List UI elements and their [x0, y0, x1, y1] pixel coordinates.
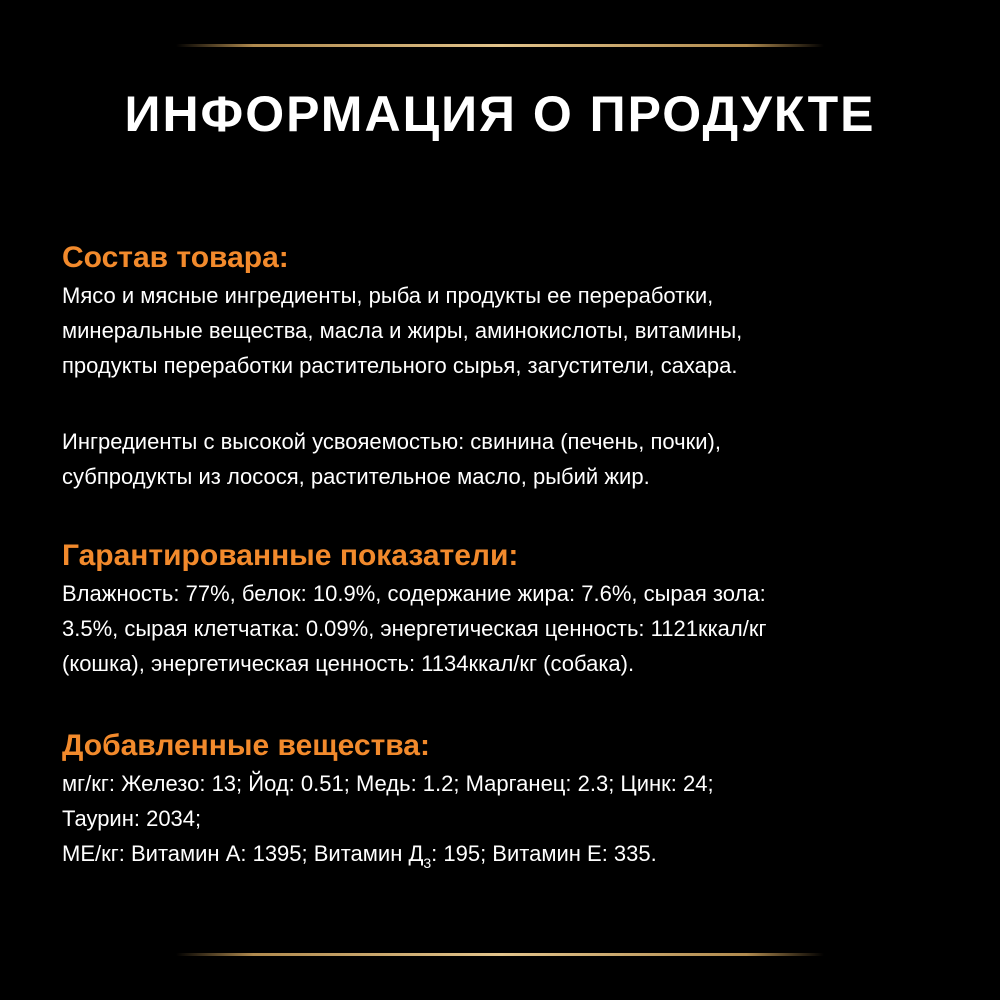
- guaranteed-line: Влажность: 77%, белок: 10.9%, содержание жира: 7.6%, сырая зола:: [62, 581, 766, 606]
- composition-text: [62, 278, 942, 383]
- ingredients-line: Ингредиенты с высокой усвояемостью: свинина (печень, почки),: [62, 429, 721, 454]
- composition-line: минеральные вещества, масла и жиры, аминокислоты, витамины,: [62, 318, 743, 343]
- ingredients-line: субпродукты из лосося, растительное масло, рыбий жир.: [62, 464, 650, 489]
- composition-heading: Состав товара:: [62, 241, 289, 274]
- top-gold-divider: [176, 44, 824, 47]
- vitamin-d-subscript: 3: [423, 855, 432, 871]
- guaranteed-text: [62, 576, 942, 681]
- composition-line: Мясо и мясные ингредиенты, рыба и продукты ее переработки,: [62, 283, 714, 308]
- composition-section: [62, 238, 942, 383]
- additives-text: [62, 766, 942, 874]
- bottom-gold-divider: [176, 953, 824, 956]
- composition-line: продукты переработки растительного сырья, загустители, сахара.: [62, 353, 738, 378]
- additives-section: [62, 726, 942, 874]
- guaranteed-line: 3.5%, сырая клетчатка: 0.09%, энергетическая ценность: 1121ккал/кг: [62, 616, 767, 641]
- page-title: ИНФОРМАЦИЯ О ПРОДУКТЕ: [124, 86, 876, 142]
- guaranteed-heading: Гарантированные показатели:: [62, 539, 519, 572]
- additives-line: Таурин: 2034;: [62, 806, 202, 831]
- ingredients-section: [62, 424, 942, 494]
- additives-line3-start: МЕ/кг: Витамин А: 1395; Витамин Д: [62, 841, 424, 866]
- guaranteed-line: (кошка), энергетическая ценность: 1134ккал/кг (собака).: [62, 651, 635, 676]
- ingredients-text: [62, 424, 942, 494]
- additives-line3-end: : 195; Витамин Е: 335.: [431, 841, 657, 866]
- additives-line: мг/кг: Железо: 13; Йод: 0.51; Медь: 1.2; Марганец: 2.3; Цинк: 24;: [62, 771, 714, 796]
- additives-line: [62, 836, 942, 874]
- additives-heading: Добавленные вещества:: [62, 729, 430, 762]
- guaranteed-section: [62, 536, 942, 681]
